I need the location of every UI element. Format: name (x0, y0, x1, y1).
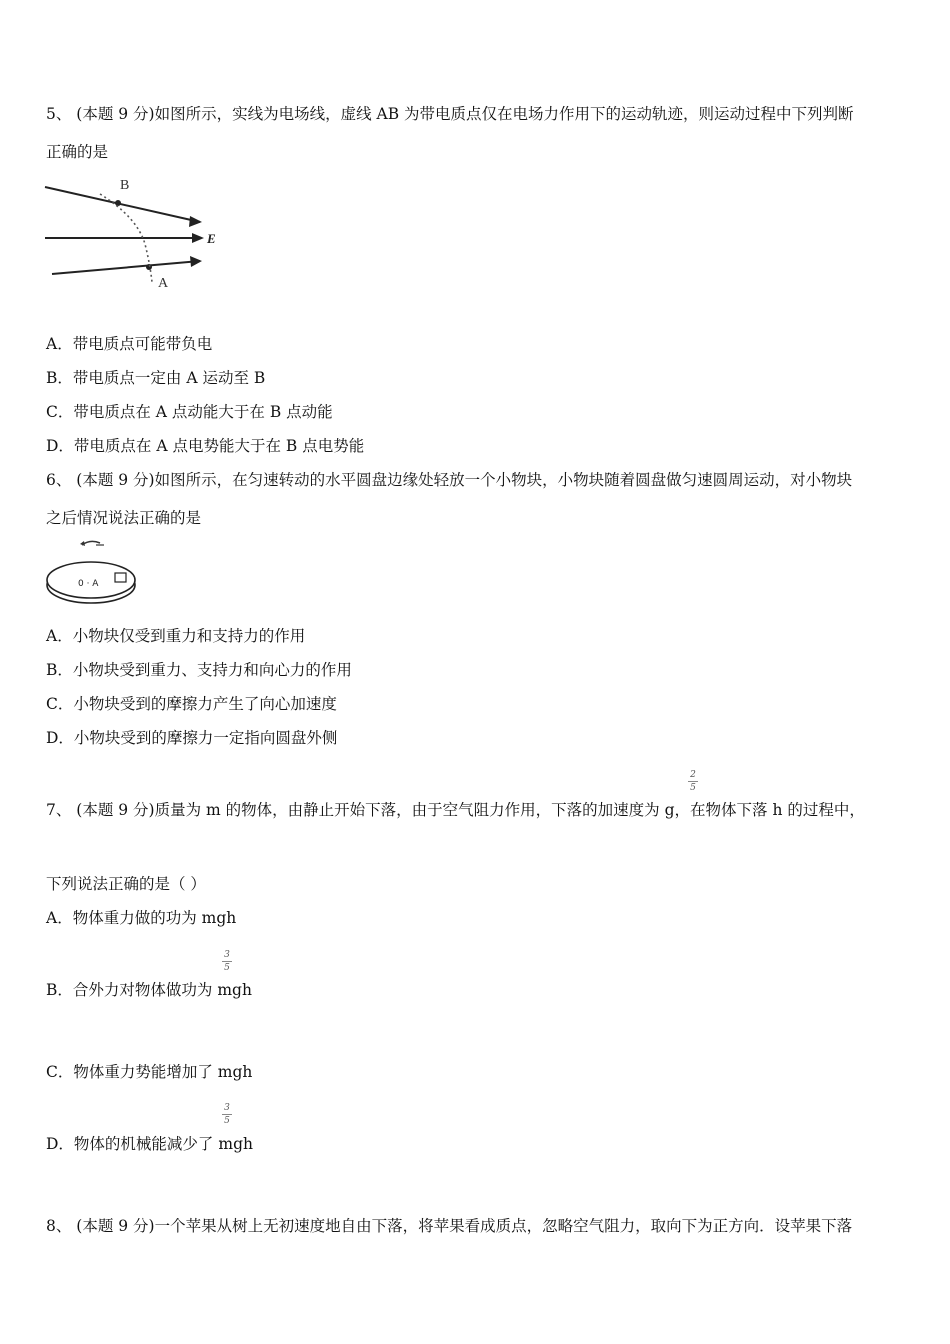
q7-option-b-fraction: 3 5 (222, 950, 232, 973)
q6-stem-line1: 6、 (本题 9 分)如图所示，在匀速转动的水平圆盘边缘处轻放一个小物块，小物块随着圆盘做匀速圆周运动，对小物块 (46, 471, 853, 489)
q5-option-b: B．带电质点一定由 A 运动至 B (46, 369, 266, 387)
q6-option-a: A．小物块仅受到重力和支持力的作用 (46, 627, 306, 645)
point-a-dot (146, 264, 152, 270)
arrowhead-middle-icon (192, 233, 204, 243)
q6-option-b: B．小物块受到重力、支持力和向心力的作用 (46, 661, 352, 679)
q7-stem-line1: 7、 (本题 9 分)质量为 m 的物体，由静止开始下落，由于空气阻力作用，下落的加速度为 g，在物体下落 h 的过程中， (46, 801, 865, 819)
label-b: B (120, 178, 130, 193)
arrowhead-bottom-icon (190, 256, 202, 267)
q7-stem-line2: 下列说法正确的是（ ） (46, 875, 206, 893)
q5-option-c: C．带电质点在 A 点动能大于在 B 点动能 (46, 403, 333, 421)
q8-stem-line1: 8、 (本题 9 分)一个苹果从树上无初速度地自由下落，将苹果看成质点，忽略空气阻力，取向下为正方向．设苹果下落 (46, 1217, 853, 1235)
block-icon (115, 573, 126, 582)
q7-option-a: A．物体重力做的功为 mgh (46, 909, 237, 927)
q7-option-d-end: mgh (218, 1135, 253, 1153)
q7-option-b: B．合外力对物体做功为 mgh (46, 981, 252, 999)
q5-stem-line1: 5、 (本题 9 分)如图所示，实线为电场线，虚线 AB 为带电质点仅在电场力作用下的运动轨迹，则运动过程中下列判断 (46, 105, 854, 123)
label-e: E (207, 231, 216, 246)
q7-stem-line1-end: g，在物体下落 h 的过程中， (664, 801, 865, 819)
q6-stem-line2: 之后情况说法正确的是 (46, 509, 202, 527)
q5-option-d: D．带电质点在 A 点电势能大于在 B 点电势能 (46, 437, 365, 455)
field-line-bottom (52, 261, 200, 274)
q6-option-c: C．小物块受到的摩擦力产生了向心加速度 (46, 695, 337, 713)
q5-electric-field-figure (42, 172, 232, 294)
q5-stem-line2: 正确的是 (46, 143, 109, 161)
q6-option-d: D．小物块受到的摩擦力一定指向圆盘外侧 (46, 729, 338, 747)
q7-fraction-accel: 2 5 (688, 770, 698, 793)
q6-rotating-disk-figure (44, 535, 144, 607)
q5-option-a: A．带电质点可能带负电 (46, 335, 213, 353)
q7-option-d-fraction: 3 5 (222, 1103, 232, 1126)
point-b-dot (115, 200, 121, 206)
label-a: A (158, 276, 169, 291)
q7-option-d: D．物体的机械能减少了 mgh (46, 1135, 253, 1153)
q7-option-c: C．物体重力势能增加了 mgh (46, 1063, 253, 1081)
arrowhead-top-icon (189, 216, 202, 227)
disk-label: 0 · A (78, 579, 99, 589)
q7-option-b-end: mgh (217, 981, 252, 999)
